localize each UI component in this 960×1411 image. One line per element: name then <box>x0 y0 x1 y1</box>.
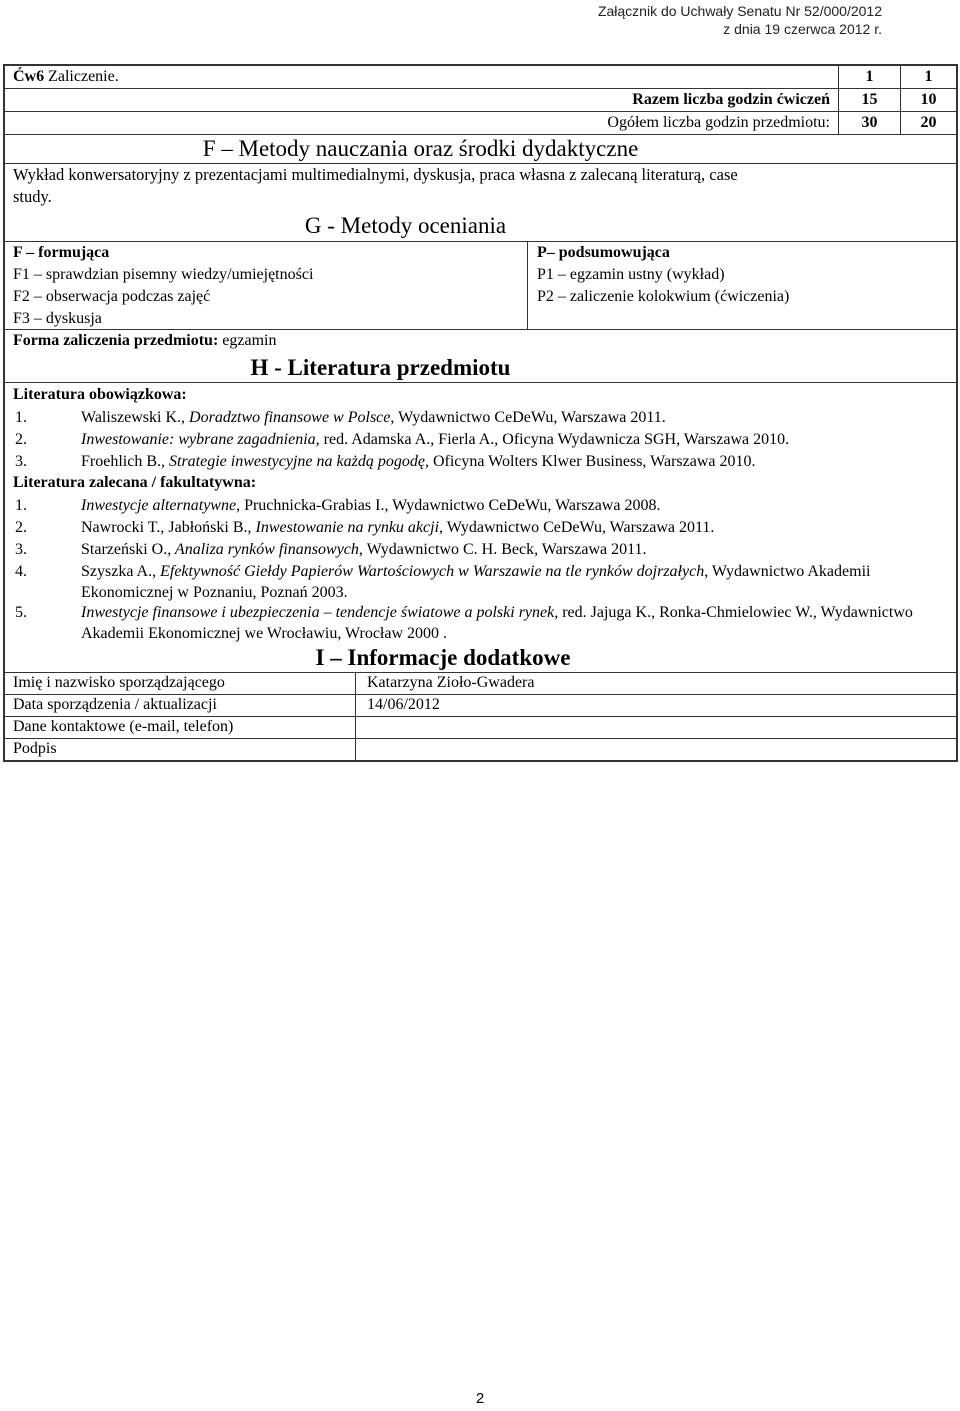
required-literature-item-citation: , red. Adamska A., Fierla A., Oficyna Wydawnicza SGH, Warszawa 2010. <box>315 431 790 448</box>
recommended-literature-item-text <box>81 517 948 538</box>
recommended-literature-item <box>15 517 948 538</box>
page-number: 2 <box>475 1390 485 1407</box>
assessment-form-value: egzamin <box>218 332 277 349</box>
recommended-literature-item-author: Starzeński O. <box>81 541 168 558</box>
teaching-methods-title: F – Metody nauczania oraz środki dydaktyczne <box>202 136 639 161</box>
required-literature-heading: Literatura obowiązkowa: <box>13 386 187 403</box>
recommended-literature-item <box>15 602 948 644</box>
syllabus-table <box>3 64 958 762</box>
recommended-literature-item-title: , Efektywność Giełdy Papierów Wartościowych w Warszawie na tle rynków dojrzałych <box>152 563 705 580</box>
required-literature-item-title: , Strategie inwestycyjne na każdą pogodę, <box>161 453 429 470</box>
recommended-literature-item <box>15 539 948 560</box>
recommended-literature-item-citation: , Wydawnictwo C. H. Beck, Warszawa 2011. <box>358 541 647 558</box>
resolution-annotation <box>482 2 882 38</box>
recommended-literature-item-title: Inwestycje alternatywne <box>81 497 237 514</box>
required-literature-item-number: 1. <box>15 409 27 426</box>
total-course-hours-2: 20 <box>920 114 937 131</box>
info-row-author-label: Imię i nazwisko sporządzającego <box>13 674 225 691</box>
teaching-methods-line-1: Wykład konwersatoryjny z prezentacjami multimedialnymi, dyskusja, praca własna z zalecaną literaturą, case <box>13 165 738 184</box>
info-row-date-value: 14/06/2012 <box>367 696 440 713</box>
required-literature-item-number: 2. <box>15 431 27 448</box>
assessment-methods-title: G - Metody oceniania <box>304 213 507 238</box>
recommended-literature-item-number: 2. <box>15 519 27 536</box>
info-row-signature-label: Podpis <box>13 740 57 757</box>
total-exercise-label: Razem liczba godzin ćwiczeń <box>632 91 830 108</box>
total-exercise-hours-2: 10 <box>920 91 937 108</box>
recommended-literature-item-number: 1. <box>15 497 27 514</box>
summative-item-2: P2 – zaliczenie kolokwium (ćwiczenia) <box>537 288 790 305</box>
assessment-form-label: Forma zaliczenia przedmiotu: <box>13 332 219 349</box>
required-literature-item-number: 3. <box>15 453 27 470</box>
required-literature-item <box>15 407 948 428</box>
recommended-literature-item-text <box>81 495 948 516</box>
required-literature-item <box>15 429 948 450</box>
recommended-literature-item-text <box>81 539 948 560</box>
recommended-literature-item-citation: , Wydawnictwo Akademii Ekonomicznej w Poznaniu, Poznań 2003. <box>81 563 871 601</box>
literature-title: H - Literatura przedmiotu <box>250 355 511 380</box>
recommended-literature-item-text <box>81 602 948 644</box>
required-literature-item-author: Waliszewski K. <box>81 409 182 426</box>
required-literature-item <box>15 451 948 472</box>
recommended-literature-item <box>15 561 948 603</box>
exercise-hours-2: 1 <box>924 68 933 85</box>
recommended-literature-heading: Literatura zalecana / fakultatywna: <box>13 474 257 491</box>
exercise-hours-1: 1 <box>865 68 874 85</box>
formative-heading: F – formująca <box>13 244 110 261</box>
required-literature-item-title: Inwestowanie: wybrane zagadnienia <box>81 431 316 448</box>
formative-item-1: F1 – sprawdzian pisemny wiedzy/umiejętności <box>13 266 314 283</box>
formative-item-2: F2 – obserwacja podczas zajęć <box>13 288 211 305</box>
assessment-form <box>13 331 276 351</box>
required-literature-item-text <box>81 429 948 450</box>
hours-row-exercise <box>13 67 119 87</box>
required-literature-item-author: Froehlich B. <box>81 453 161 470</box>
info-row-date-label: Data sporządzenia / aktualizacji <box>13 696 217 713</box>
info-row-author-value: Katarzyna Zioło-Gwadera <box>367 674 535 691</box>
total-course-hours-1: 30 <box>861 114 878 131</box>
recommended-literature-item-title: , Analiza rynków finansowych <box>167 541 359 558</box>
summative-heading: P– podsumowująca <box>537 244 670 261</box>
required-literature-item-citation: , Wydawnictwo CeDeWu, Warszawa 2011. <box>390 409 666 426</box>
recommended-literature-item-citation: Wydawnictwo CeDeWu, Warszawa 2011. <box>443 519 715 536</box>
required-literature-item-text <box>81 451 948 472</box>
recommended-literature-item-citation: red. Jajuga K., Ronka-Chmielowiec W., Wydawnictwo Akademii Ekonomicznej we Wrocławiu, Wrocław 2000 . <box>81 604 913 642</box>
resolution-line-1: Załącznik do Uchwały Senatu Nr 52/000/2012 <box>597 3 882 19</box>
recommended-literature-item-number: 5. <box>15 604 27 621</box>
exercise-code: Ćw6 <box>13 68 45 85</box>
recommended-literature-item-author: Nawrocki T., Jabłoński B. <box>81 519 248 536</box>
recommended-literature-item-author: Szyszka A. <box>81 563 153 580</box>
recommended-literature-item-text <box>81 561 948 603</box>
teaching-methods-line-2: study. <box>13 187 52 206</box>
formative-item-3: F3 – dyskusja <box>13 310 102 327</box>
recommended-literature-item-number: 3. <box>15 541 27 558</box>
summative-item-1: P1 – egzamin ustny (wykład) <box>537 266 725 283</box>
exercise-label: Zaliczenie. <box>44 68 119 85</box>
total-course-label: Ogółem liczba godzin przedmiotu: <box>607 114 830 131</box>
recommended-literature-item-title: Inwestycje finansowe i ubezpieczenia – tendencje światowe a polski rynek, <box>81 604 559 621</box>
additional-info-title: I – Informacje dodatkowe <box>315 645 571 670</box>
required-literature-item-citation: Oficyna Wolters Klwer Business, Warszawa 2010. <box>428 453 756 470</box>
recommended-literature-item-citation: , Pruchnicka-Grabias I., Wydawnictwo CeDeWu, Warszawa 2008. <box>236 497 661 514</box>
required-literature-item-title: , Doradztwo finansowe w Polsce <box>181 409 391 426</box>
recommended-literature-item-title: , Inwestowanie na rynku akcji, <box>247 519 444 536</box>
total-exercise-hours-1: 15 <box>861 91 878 108</box>
required-literature-item-text <box>81 407 948 428</box>
info-row-contact-label: Dane kontaktowe (e-mail, telefon) <box>13 718 234 735</box>
recommended-literature-item <box>15 495 948 516</box>
recommended-literature-item-number: 4. <box>15 563 27 580</box>
resolution-line-2: z dnia 19 czerwca 2012 r. <box>723 21 882 37</box>
